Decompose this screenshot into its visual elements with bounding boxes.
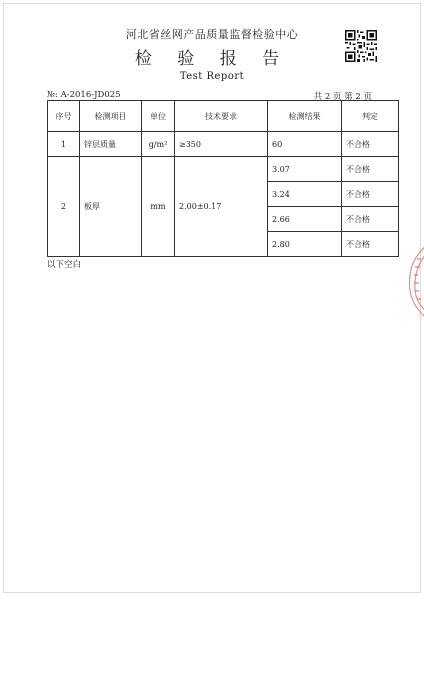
table-row [48, 157, 399, 182]
cell-item: 锌层质量 [80, 132, 142, 157]
table-row [48, 132, 399, 157]
cell-requirement: ≥350 [175, 132, 268, 157]
cell-result: 60 [268, 132, 342, 157]
cell-no: 2 [48, 157, 80, 257]
table-header-row [48, 101, 399, 132]
header-unit: 单位 [142, 101, 175, 132]
report-number: №: A-2016-JD025 [47, 90, 121, 100]
cell-verdict: 不合格 [342, 207, 399, 232]
header-item: 检测项目 [80, 101, 142, 132]
document-subtitle: Test Report [179, 71, 245, 82]
cell-result: 3.24 [268, 182, 342, 207]
document-title: 检 验 报 告 [134, 49, 290, 69]
blank-below-note: 以下空白 [47, 260, 82, 270]
cell-verdict: 不合格 [342, 232, 399, 257]
header-no: 序号 [48, 101, 80, 132]
cell-verdict: 不合格 [342, 157, 399, 182]
cell-result: 2.80 [268, 232, 342, 257]
header-requirement: 技术要求 [175, 101, 268, 132]
qr-code-icon [345, 30, 377, 62]
page-surround [0, 594, 424, 700]
header-result: 检测结果 [268, 101, 342, 132]
cell-verdict: 不合格 [342, 182, 399, 207]
official-seal-stamp [402, 244, 424, 318]
results-table [47, 100, 399, 257]
cell-item: 板厚 [80, 157, 142, 257]
cell-result: 3.07 [268, 157, 342, 182]
organization-name: 河北省丝网产品质量监督检验中心 [125, 28, 299, 41]
cell-requirement: 2.00±0.17 [175, 157, 268, 257]
cell-result: 2.66 [268, 207, 342, 232]
cell-verdict: 不合格 [342, 132, 399, 157]
cell-no: 1 [48, 132, 80, 157]
cell-unit: mm [142, 157, 175, 257]
page-count: 共 2 页 第 2 页 [313, 92, 372, 102]
report-page [3, 3, 421, 593]
header-verdict: 判定 [342, 101, 399, 132]
cell-unit: g/m² [142, 132, 175, 157]
